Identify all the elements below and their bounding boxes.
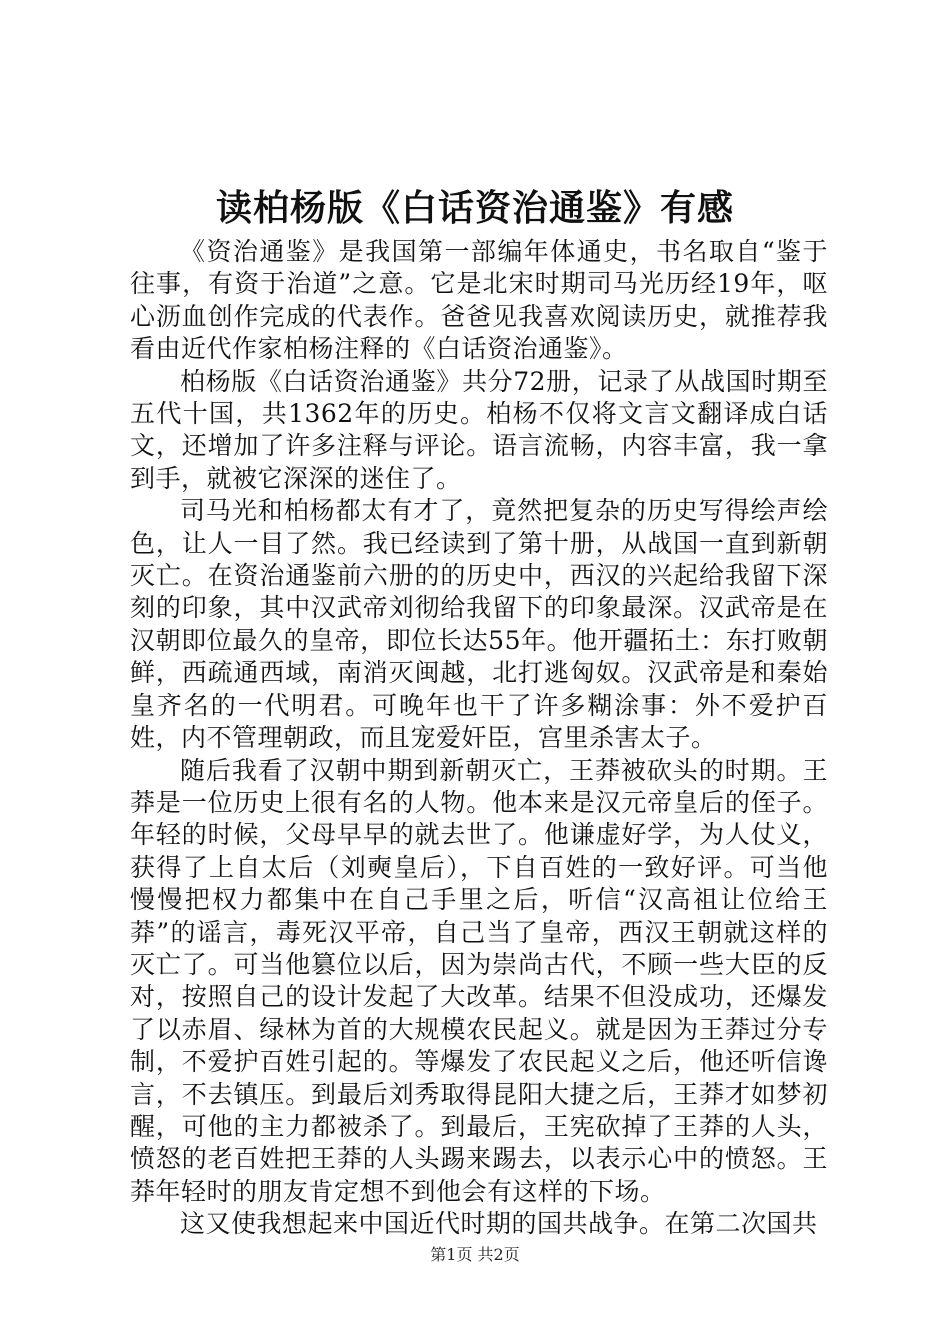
paragraph-3: 司马光和柏杨都太有才了，竟然把复杂的历史写得绘声绘色，让人一目了然。我已经读到了第十册，从战国一直到新朝灭亡。在资治通鉴前六册的的历史中，西汉的兴起给我留下深刻的印象，其中汉武帝刘彻给我留下的印象最深。汉武帝是在汉朝即位最久的皇帝，即位长达55年。他开疆拓土：东打败朝鲜，西疏通西域，南消灭闽越，北打逃匈奴。汉武帝是和秦始皇齐名的一代明君。可晚年也干了许多糊涂事：外不爱护百姓，内不管理朝政，而且宠爱奸臣，宫里杀害太子。 bbox=[130, 496, 828, 753]
paragraph-5: 这又使我想起来中国近代时期的国共战争。在第二次国共 bbox=[180, 1209, 818, 1239]
document-title: 读柏杨版《白话资治通鉴》有感 bbox=[215, 187, 734, 229]
paragraph-2: 柏杨版《白话资治通鉴》共分72册，记录了从战国时期至五代十国，共1362年的历史。柏杨不仅将文言文翻译成白话文，还增加了许多注释与评论。语言流畅，内容丰富，我一拿到手，就被它深深的迷住了。 bbox=[130, 366, 828, 493]
page-footer: 第1页 共2页 bbox=[430, 1245, 520, 1264]
paragraph-4: 随后我看了汉朝中期到新朝灭亡，王莽被砍头的时期。王莽是一位历史上很有名的人物。他本来是汉元帝皇后的侄子。年轻的时候，父母早早的就去世了。他谦虚好学，为人仗义，获得了上自太后（刘奭皇后），下自百姓的一致好评。可当他慢慢把权力都集中在自己手里之后，听信“汉高祖让位给王莽”的谣言，毒死汉平帝，自己当了皇帝，西汉王朝就这样的灭亡了。可当他篡位以后，因为崇尚古代，不顾一些大臣的反对，按照自己的设计发起了大改革。结果不但没成功，还爆发了以赤眉、绿林为首的大规模农民起义。就是因为王莽过分专制，不爱护百姓引起的。等爆发了农民起义之后，他还听信谗言，不去镇压。到最后刘秀取得昆阳大捷之后，王莽才如梦初醒，可他的主力都被杀了。到最后，王宪砍掉了王莽的人头，愤怒的老百姓把王莽的人头踢来踢去，以表示心中的愤怒。王莽年轻时的朋友肯定想不到他会有这样的下场。 bbox=[130, 755, 828, 1206]
paragraph-1: 《资治通鉴》是我国第一部编年体通史，书名取自“鉴于往事，有资于治道”之意。它是北宋时期司马光历经19年，呕心沥血创作完成的代表作。爸爸见我喜欢阅读历史，就推荐我看由近代作家柏杨注释的《白话资治通鉴》。 bbox=[130, 237, 828, 364]
document-body bbox=[130, 236, 828, 1241]
